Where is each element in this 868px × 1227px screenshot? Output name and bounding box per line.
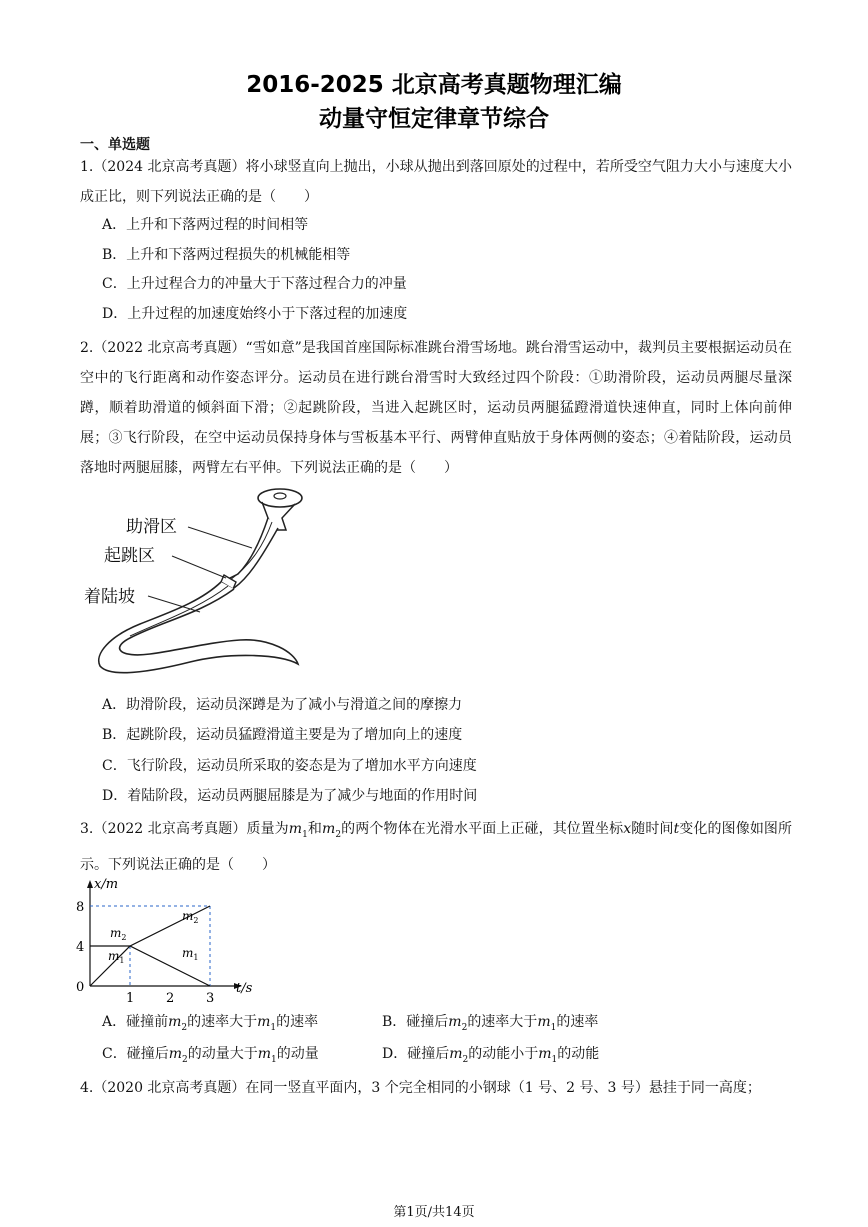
ski-jump-figure (80, 482, 310, 682)
q3d-mid: 的动能小于 (468, 1046, 539, 1062)
q1-option-b: B．上升和下落两过程损失的机械能相等 (102, 247, 351, 263)
line-label-1 (108, 949, 124, 965)
x-tick-2: 2 (166, 991, 175, 1004)
page-footer: 第1页/共14页 (393, 1205, 475, 1220)
q3d-pre: D．碰撞后 (382, 1046, 450, 1062)
q1-option-c: C．上升过程合力的冲量大于下落过程合力的冲量 (102, 276, 407, 292)
line-label-sub: 2 (193, 916, 199, 925)
q3c-mid: 的动量大于 (187, 1046, 258, 1062)
line-label-text: m (182, 946, 194, 960)
question-3-text (80, 814, 792, 880)
q3-option-b: B．碰撞后$m_2$的速率大于$m_1$的速率 (382, 1014, 599, 1033)
question-1-text: 1.（2024 北京高考真题）将小球竖直向上抛出，小球从抛出到落回原处的过程中，若所受空气阻力大小与速度大小成正比，则下列说法正确的是（ ） (80, 159, 792, 205)
leader-takeoff (172, 556, 226, 578)
q3d-sub-b: 1 (551, 1054, 558, 1065)
q2-option-d: D．着陆阶段，运动员两腿屈膝是为了减少与地面的作用时间 (102, 788, 478, 804)
q2-option-c: C．飞行阶段，运动员所采取的姿态是为了增加水平方向速度 (102, 758, 477, 774)
q3-text-post: 变化的图像如图所示。下列说法正确的是（ ） (80, 821, 793, 873)
line-label-sub: 2 (121, 933, 127, 942)
q3c-pre: C．碰撞后 (102, 1046, 169, 1062)
question-4-text: 4.（2020 北京高考真题）在同一竖直平面内，3 个完全相同的小钢球（1 号、2 号、3 号）悬挂于同一高度； (80, 1080, 761, 1096)
platform-hole (274, 493, 286, 499)
q3b-mid: 的速率大于 (467, 1014, 538, 1030)
line-label-3 (182, 946, 198, 962)
q3d-post: 的动能 (557, 1046, 600, 1062)
line-label-0 (110, 926, 126, 942)
q2-option-b: B．起跳阶段，运动员猛蹬滑道主要是为了增加向上的速度 (102, 727, 463, 743)
y-axis-arrow (87, 880, 93, 888)
q3a-pre: A．碰撞前 (102, 1014, 169, 1030)
q1-option-a: A．上升和下落两过程的时间相等 (102, 217, 309, 233)
label-inrun: 助滑区 (126, 517, 177, 537)
q3a-post: 的速率 (276, 1014, 319, 1030)
xt-chart (72, 874, 262, 1004)
x-tick-3: 3 (206, 991, 215, 1004)
q3b-pre: B．碰撞后 (382, 1014, 449, 1030)
q3b-post: 的速率 (556, 1014, 599, 1030)
q3-text-mid: 的两个物体在光滑水平面上正碰，其位置坐标 (341, 821, 624, 837)
q3-m2-sub: 2 (335, 829, 342, 840)
q3-option-c: C．碰撞后$m_2$的动量大于$m_1$的动量 (102, 1046, 319, 1065)
q3d-sub-a: 2 (462, 1054, 469, 1065)
q3c-sub-b: 1 (271, 1054, 277, 1065)
q3b-sub-a: 2 (461, 1022, 468, 1033)
q3a-sub-b: 1 (270, 1022, 277, 1033)
q3-t: t (673, 821, 680, 837)
q3-text-pre: 3.（2022 北京高考真题）质量为 (80, 821, 289, 837)
y-tick-0: 0 (76, 980, 85, 995)
q2-option-a: A．助滑阶段，运动员深蹲是为了减小与滑道之间的摩擦力 (102, 697, 463, 713)
q3-m2: m (322, 821, 336, 837)
section-heading: 一、单选题 (80, 137, 150, 153)
q3-option-a: A．碰撞前$m_2$的速率大于$m_1$的速率 (102, 1014, 319, 1033)
q3-text-and: 和 (307, 821, 323, 837)
line-label-sub: 1 (193, 953, 199, 962)
line-label-text: m (182, 909, 194, 923)
q3-m1: m (288, 821, 303, 837)
q3c-post: 的动量 (276, 1046, 319, 1062)
leader-inrun (188, 527, 252, 548)
page-title: 2016-2025 北京高考真题物理汇编 (246, 72, 622, 98)
x-tick-1: 1 (126, 991, 135, 1004)
q3c-sub-a: 2 (182, 1054, 188, 1065)
q3b-sub-b: 1 (550, 1022, 557, 1033)
label-landing: 着陆坡 (84, 587, 135, 607)
line-label-2 (182, 909, 198, 925)
x-axis-label: t/s (236, 981, 253, 996)
q3-x: x (623, 821, 632, 837)
y-axis-label: x/m (94, 877, 119, 892)
y-tick-4: 4 (76, 940, 85, 955)
q3-option-d: D．碰撞后$m_2$的动能小于$m_1$的动能 (382, 1046, 600, 1065)
y-tick-8: 8 (76, 900, 85, 915)
q3-text-mid2: 随时间 (631, 821, 674, 837)
line-label-text: m (110, 926, 122, 940)
q3a-mid: 的速率大于 (187, 1014, 258, 1030)
q3-m1-sub: 1 (302, 829, 308, 840)
page-subtitle: 动量守恒定律章节综合 (319, 106, 549, 132)
q1-option-d: D．上升过程的加速度始终小于下落过程的加速度 (102, 306, 408, 322)
line-label-sub: 1 (119, 956, 125, 965)
label-takeoff: 起跳区 (104, 546, 155, 566)
q3a-sub-a: 2 (181, 1022, 188, 1033)
line-label-text: m (108, 949, 120, 963)
question-2-text: 2.（2022 北京高考真题）“雪如意”是我国首座国际标准跳台滑雪场地。跳台滑雪运动中，裁判员主要根据运动员在空中的飞行距离和动作姿态评分。运动员在进行跳台滑雪时大致经过四个阶段：①助滑阶段，运动员两腿尽量深蹲，顺着助滑道的倾斜面下滑；②起跳阶段，当进入起跳区时，运动员两腿猛蹬滑道快速伸直，同时上体向前伸展；③飞行阶段，在空中运动员保持身体与雪板基本平行、两臂伸直贴放于身体两侧的姿态；④着陆阶段，运动员落地时两腿屈膝，两臂左右平伸。下列说法正确的是（ ） (80, 340, 792, 476)
